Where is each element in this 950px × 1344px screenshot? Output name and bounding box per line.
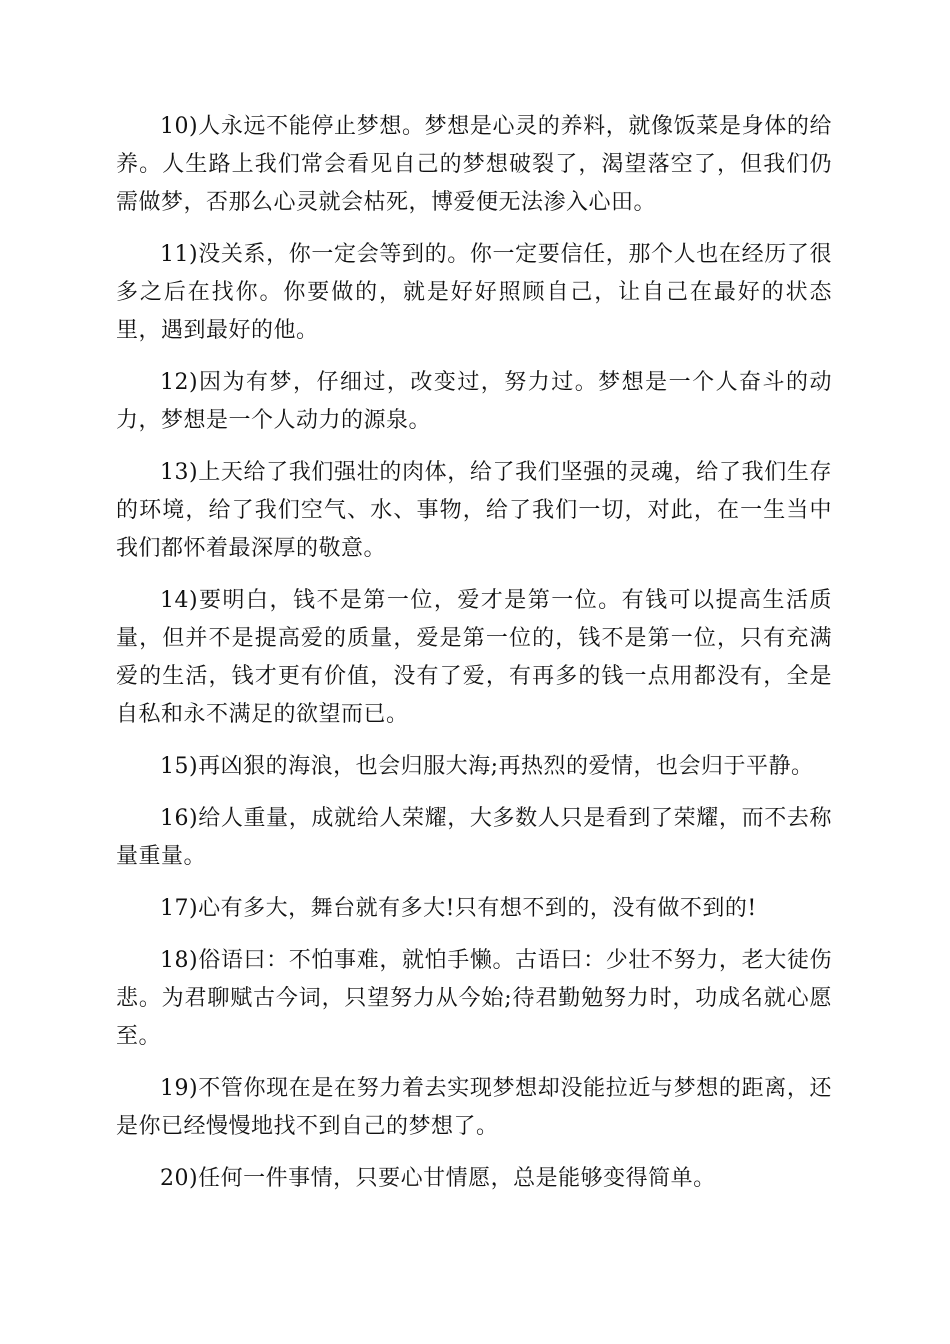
paragraph-19: 19)不管你现在是在努力着去实现梦想却没能拉近与梦想的距离，还是你已经慢慢地找不到自己的梦想了。 — [116, 1076, 832, 1139]
paragraph-20: 20)任何一件事情，只要心甘情愿，总是能够变得简单。 — [160, 1166, 716, 1191]
paragraph-10: 10)人永远不能停止梦想。梦想是心灵的养料，就像饭菜是身体的给养。人生路上我们常会看见自己的梦想破裂了，渴望落空了，但我们仍需做梦，否那么心灵就会枯死，博爱便无法渗入心田。 — [116, 114, 832, 215]
paragraph-16: 16)给人重量，成就给人荣耀，大多数人只是看到了荣耀，而不去称量重量。 — [116, 806, 832, 869]
paragraph-14: 14)要明白，钱不是第一位，爱才是第一位。有钱可以提高生活质量，但并不是提高爱的质量，爱是第一位的，钱不是第一位，只有充满爱的生活，钱才更有价值，没有了爱，有再多的钱一点用都没有，全是自私和永不满足的欲望而已。 — [116, 588, 832, 727]
paragraph-11: 11)没关系，你一定会等到的。你一定要信任，那个人也在经历了很多之后在找你。你要做的，就是好好照顾自己，让自己在最好的状态里，遇到最好的他。 — [116, 242, 832, 343]
paragraph-13: 13)上天给了我们强壮的肉体，给了我们坚强的灵魂，给了我们生存的环境，给了我们空气、水、事物，给了我们一切，对此，在一生当中我们都怀着最深厚的敬意。 — [116, 460, 832, 561]
paragraph-17: 17)心有多大，舞台就有多大!只有想不到的，没有做不到的! — [160, 896, 757, 921]
document-page — [116, 108, 832, 1212]
paragraph-18: 18)俗语曰：不怕事难，就怕手懒。古语曰：少壮不努力，老大徒伤悲。为君聊赋古今词，只望努力从今始;待君勤勉努力时，功成名就心愿至。 — [116, 948, 832, 1049]
paragraph-12: 12)因为有梦，仔细过，改变过，努力过。梦想是一个人奋斗的动力，梦想是一个人动力的源泉。 — [116, 370, 832, 433]
paragraph-15: 15)再凶狠的海浪，也会归服大海;再热烈的爱情，也会归于平静。 — [160, 754, 814, 779]
